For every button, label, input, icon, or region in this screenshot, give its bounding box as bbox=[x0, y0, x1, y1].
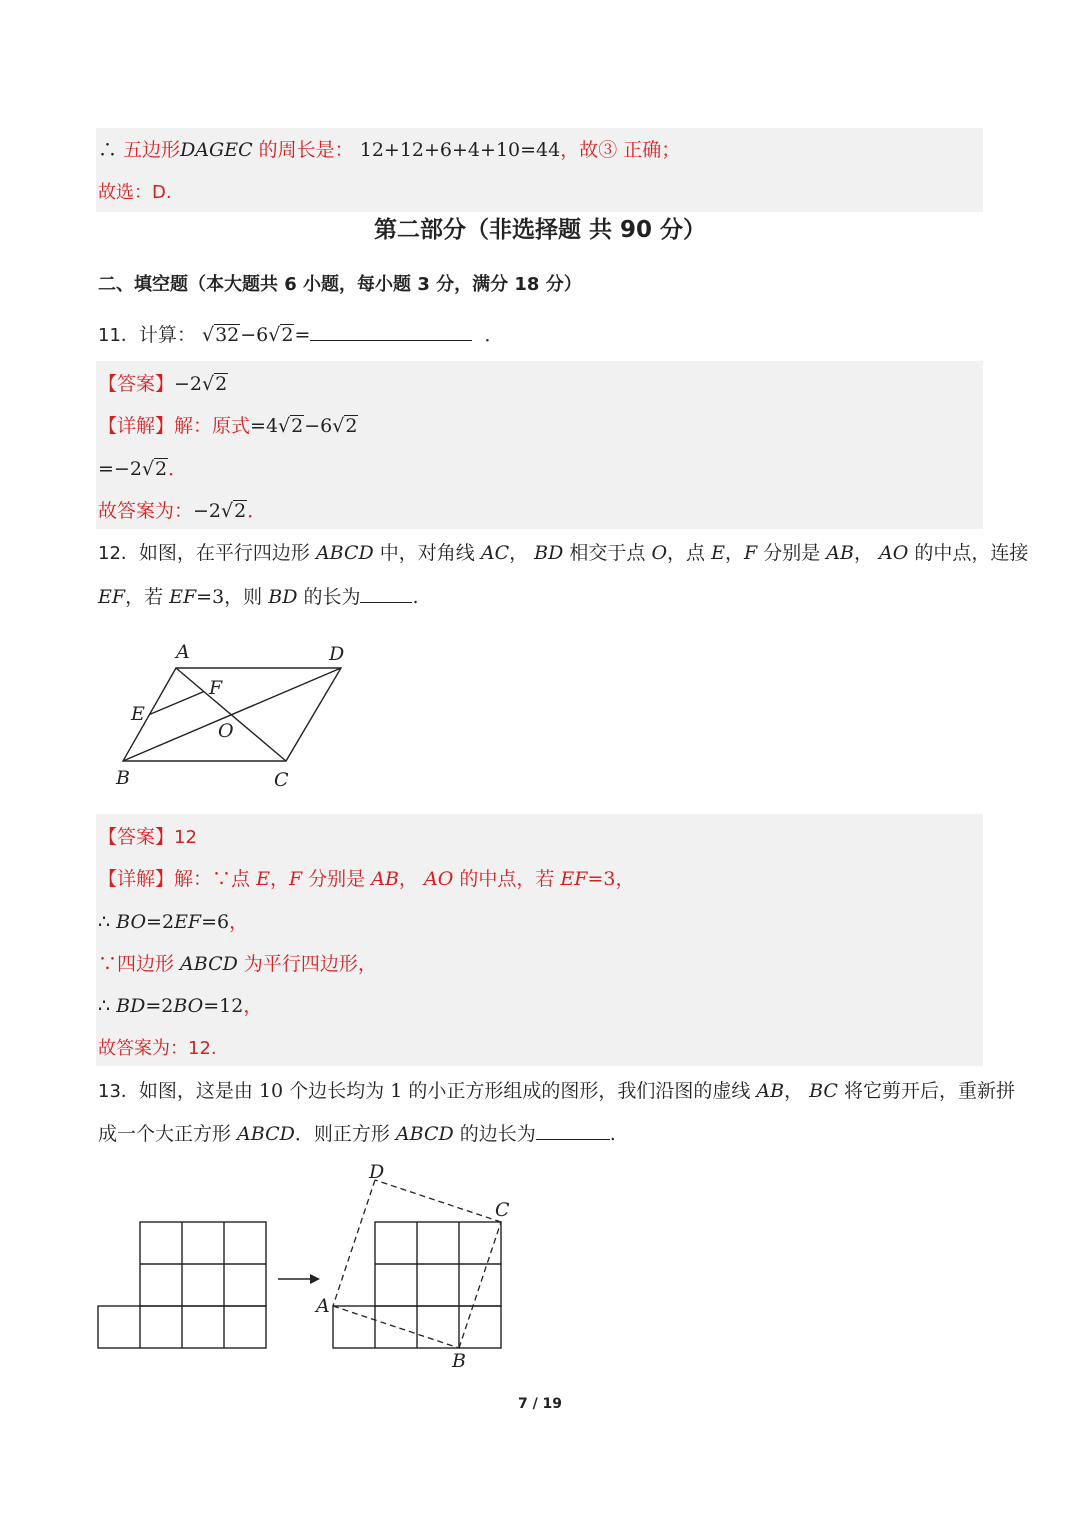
q12-detail-run: ∴ bbox=[98, 911, 117, 933]
q12-text-run: ， bbox=[724, 542, 744, 564]
q11-answer: 【答案】−2√2 bbox=[98, 373, 228, 395]
q12-detail-run: 解：∵点 bbox=[174, 868, 257, 890]
q12-detail-run: 分别是 bbox=[302, 868, 372, 890]
q12-detail-line-3 bbox=[98, 952, 377, 976]
q12-text-run: EF bbox=[169, 586, 197, 608]
q12-detail-run: ， bbox=[243, 995, 263, 1017]
q12-text-run: E bbox=[711, 542, 725, 564]
q12-detail-run: ∴ bbox=[98, 995, 117, 1017]
q12-answer-blank[interactable] bbox=[360, 584, 412, 603]
q12-question-line-1: 12．如图，在平行四边形 ABCD 中，对角线 AC， BD 相交于点 O，点 E，F 分别是 AB， AO 的中点，连接 bbox=[98, 542, 1029, 564]
q12-detail-run: BO bbox=[173, 995, 204, 1017]
q12-detail-line-2 bbox=[98, 910, 248, 934]
q12-text-run: 分别是 bbox=[757, 542, 827, 564]
label-d: D bbox=[369, 1161, 385, 1183]
q13-text-run: ．则正方形 bbox=[294, 1123, 396, 1145]
q13-text-run: 成一个大正方形 bbox=[98, 1123, 238, 1145]
q12-detail-run: E bbox=[256, 868, 270, 890]
section-subtitle: 二、填空题（本大题共 6 小题，每小题 3 分，满分 18 分） bbox=[98, 274, 582, 295]
q13-squares-figure bbox=[90, 1158, 530, 1373]
q12-text-run: 中，对角线 bbox=[373, 542, 481, 564]
q11-detail: 【详解】解：原式=4√2−6√2 bbox=[98, 415, 358, 437]
label-f: F bbox=[209, 677, 223, 699]
q12-detail-run: ABCD bbox=[180, 953, 238, 975]
q13-text-run: 如图，这是由 10 个边长均为 1 的小正方形组成的图形，我们沿图的虚线 bbox=[138, 1080, 757, 1102]
q13-answer-blank[interactable] bbox=[536, 1121, 610, 1140]
q12-text-run: 如图，在平行四边形 bbox=[138, 542, 316, 564]
q12-text-run: 的长为 bbox=[297, 586, 361, 608]
q13-text-run: ， bbox=[784, 1080, 810, 1102]
q12-detail-run: AO bbox=[423, 868, 454, 890]
q12-detail-run: 为平行四边形， bbox=[237, 953, 377, 975]
q12-detail-run: 的中点，若 bbox=[453, 868, 561, 890]
q11-answer-blank[interactable] bbox=[310, 322, 472, 341]
page-number: 7 / 19 bbox=[517, 1396, 563, 1412]
label-c: C bbox=[274, 769, 289, 791]
q12-detail-run: F bbox=[288, 868, 303, 890]
q12-text-run: O bbox=[651, 542, 668, 564]
label-b: B bbox=[116, 767, 130, 789]
q11-detail-line-2: =−2√2． bbox=[98, 458, 188, 480]
q12-answer: 【答案】12 bbox=[98, 826, 197, 848]
q12-text-run: AB bbox=[826, 542, 854, 564]
q12-text-run: ，若 bbox=[125, 586, 170, 608]
q13-text-run: AB bbox=[756, 1080, 785, 1102]
q12-text-run: ， bbox=[509, 542, 535, 564]
q12-detail-run: =12 bbox=[203, 995, 244, 1017]
q12-text-run: AO bbox=[879, 542, 909, 564]
q12-text-run: =3，则 bbox=[196, 586, 269, 608]
label-e: E bbox=[131, 703, 145, 725]
q12-answer-box bbox=[96, 814, 983, 1066]
q12-detail-run: =2 bbox=[145, 995, 174, 1017]
q12-text-run: 相交于点 bbox=[563, 542, 652, 564]
q12-text-run: ，点 bbox=[667, 542, 712, 564]
q12-detail-run: EF bbox=[174, 911, 202, 933]
q12-detail-run: ∵四边形 bbox=[98, 953, 181, 975]
q12-detail-run: ， bbox=[398, 868, 424, 890]
q11-question: 11．计算： √32−6√2= ． bbox=[98, 324, 504, 346]
q12-text-run: F bbox=[743, 542, 758, 564]
segment-ef bbox=[150, 692, 205, 715]
q12-parallelogram-figure bbox=[110, 638, 370, 798]
q12-detail-run: ， bbox=[229, 911, 249, 933]
label-c: C bbox=[495, 1199, 510, 1221]
q12-detail-run: 【详解】 bbox=[98, 868, 175, 890]
q13-question-line-2: 成一个大正方形 ABCD．则正方形 ABCD 的边长为 . bbox=[98, 1123, 616, 1145]
label-a: A bbox=[176, 641, 190, 663]
q12-text-run: 的中点，连接 bbox=[908, 542, 1029, 564]
prev-solution-line-1: ∴ 五边形DAGEC 的周长是： 12+12+6+4+10=44，故③ 正确； bbox=[98, 139, 681, 161]
q12-text-run: EF bbox=[98, 586, 126, 608]
q12-detail-run: BD bbox=[116, 995, 146, 1017]
label-a: A bbox=[316, 1295, 330, 1317]
q12-detail-run: AB bbox=[371, 868, 399, 890]
label-d: D bbox=[329, 643, 345, 665]
q12-detail-run: BO bbox=[116, 911, 147, 933]
q12-detail-run: EF bbox=[560, 868, 588, 890]
q12-text-run: ， bbox=[853, 542, 879, 564]
q13-question-line-1: 13．如图，这是由 10 个边长均为 1 的小正方形组成的图形，我们沿图的虚线 AB， BC 将它剪开后，重新拼 bbox=[98, 1080, 1016, 1102]
q13-text-run: BC bbox=[809, 1080, 838, 1102]
q12-detail-run: ， bbox=[269, 868, 289, 890]
q13-text-run: 将它剪开后，重新拼 bbox=[837, 1080, 1016, 1102]
sqrt-32: √32 bbox=[201, 324, 240, 346]
diagonal-bd bbox=[123, 668, 341, 761]
label-b: B bbox=[452, 1350, 466, 1372]
q13-text-run: 的边长为 bbox=[453, 1123, 536, 1145]
q12-detail-line-4 bbox=[98, 994, 262, 1018]
q12-detail-line-1 bbox=[98, 867, 634, 891]
q12-detail-run: =3， bbox=[587, 868, 635, 890]
q12-text-run: BD bbox=[268, 586, 298, 608]
q11-final: 故答案为：−2√2． bbox=[98, 500, 267, 522]
q12-question-line-2: EF，若 EF=3，则 BD 的长为 . bbox=[98, 586, 419, 608]
q13-text-run: ABCD bbox=[237, 1123, 295, 1145]
q13-text-run: ABCD bbox=[395, 1123, 454, 1145]
q12-detail-run: =2 bbox=[146, 911, 175, 933]
q12-text-run: AC bbox=[480, 542, 510, 564]
label-o: O bbox=[218, 720, 234, 742]
q12-detail-run: =6 bbox=[201, 911, 230, 933]
q12-final: 故答案为：12. bbox=[98, 1038, 217, 1059]
prev-solution-line-2: 故选：D. bbox=[98, 182, 172, 203]
q12-text-run: ABCD bbox=[315, 542, 374, 564]
section-title: 第二部分（非选择题 共 90 分） bbox=[373, 217, 707, 243]
q12-text-run: BD bbox=[534, 542, 564, 564]
